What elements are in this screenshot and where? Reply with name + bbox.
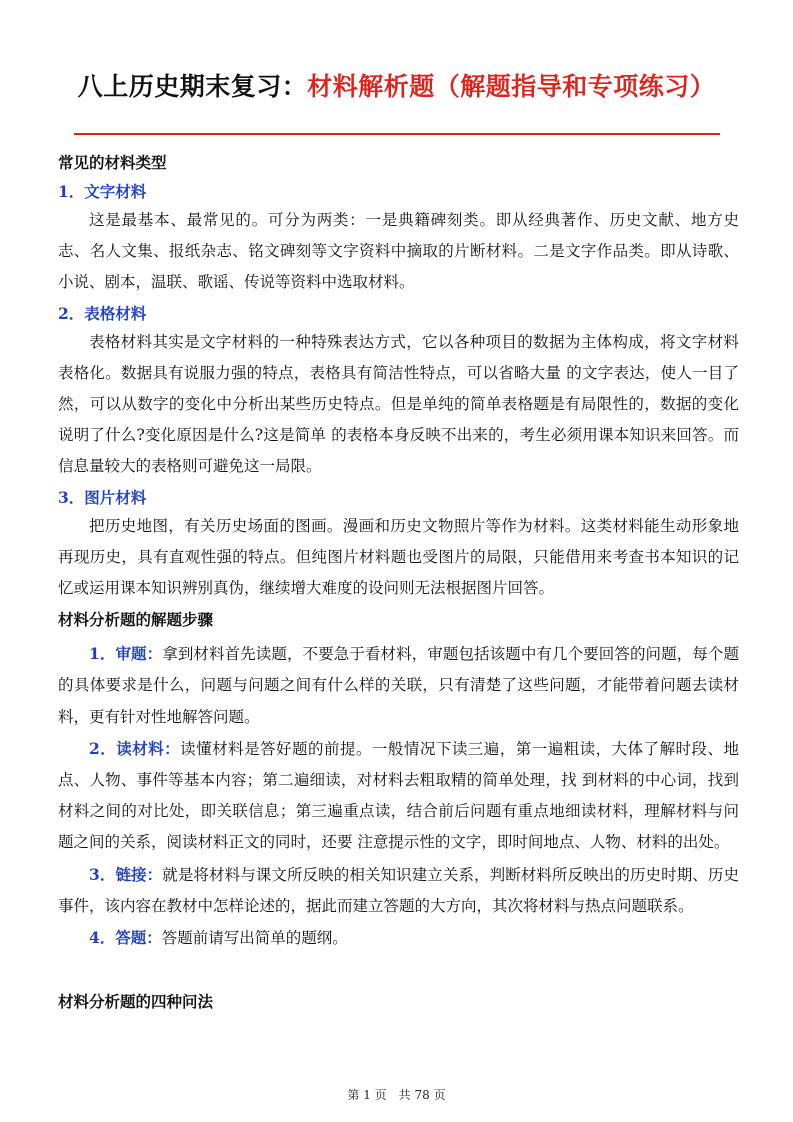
step-text: 拿到材料首先读题，不要急于看材料，审题包括该题中有几个要回答的问题，每个题的具体要求是什么，问题与问题之间有什么样的关联，只有清楚了这些问题，才能带着问题去读材料，更有针对性地解答问题。 bbox=[58, 645, 739, 726]
subheading-text-material: 1．文字材料 bbox=[58, 182, 147, 201]
title-divider bbox=[74, 133, 720, 135]
page-title bbox=[0, 68, 793, 106]
subheading-image-material: 3．图片材料 bbox=[58, 487, 147, 507]
step-label: 3．链接： bbox=[89, 864, 163, 884]
title-prefix: 八上历史期末复习： bbox=[77, 72, 308, 101]
step-answer bbox=[58, 922, 739, 954]
page-footer: 第 1 页 共 78 页 bbox=[347, 1088, 446, 1102]
step-text: 答题前请写出简单的题纲。 bbox=[161, 929, 348, 948]
paragraph-text-material: 这是最基本、最常见的。可分为两类：一是典籍碑刻类。即从经典著作、历史文献、地方史志、名人文集、报纸杂志、铭文碑刻等文字资料中摘取的片断材料。二是文字作品类。即从诗歌、小说、剧本，温联、歌谣、传说等资料中选取材料。 bbox=[58, 211, 739, 292]
document-body bbox=[58, 152, 739, 1013]
section-heading-four-question-types: 材料分析题的四种问法 bbox=[58, 992, 214, 1012]
paragraph-table-material: 表格材料其实是文字材料的一种特殊表达方式，它以各种项目的数据为主体构成，将文字材料表格化。数据具有说服力强的特点，表格具有简洁性特点，可以省略大量 的文字表达，使人一目了然，可以从数字的变化中分析出某些历史特点。但是单纯的简单表格题是有局限性的，数据的变化说明了什么?变化原因是什么?这是简单 的表格本身反映不出来的，考生必须用课本知识来回答。而信息量较大的表格则可避免这一局限。 bbox=[58, 332, 739, 476]
step-text: 读懂材料是答好题的前提。一般情况下读三遍，第一遍粗读，大体了解时段、地点、人物、事件等基本内容；第二遍细读，对材料去粗取精的简单处理，找 到材料的中心词，找到材料之间的对比处，即关联信息；第三遍重点读，结合前后问题有重点地细读材料，理解材料与问题之间的关系，阅读材料正文的同时，还要 注意提示性的文字，即时间地点、人物、材料的出处。 bbox=[58, 739, 739, 852]
step-label: 1．审题： bbox=[89, 644, 163, 664]
step-label: 2．读材料： bbox=[89, 738, 181, 758]
section-heading-material-types: 常见的材料类型 bbox=[58, 153, 167, 172]
step-link bbox=[58, 859, 739, 922]
paragraph-image-material: 把历史地图，有关历史场面的图画。漫画和历史文物照片等作为材料。这类材料能生动形象地再现历史，具有直观性强的特点。但纯图片材料题也受图片的局限，只能借用来考查书本知识的记忆或运用课本知识辨别真伪，继续增大难度的设问则无法根据图片回答。 bbox=[58, 516, 739, 598]
step-read-material bbox=[58, 733, 739, 859]
subheading-table-material: 2．表格材料 bbox=[58, 303, 147, 323]
title-highlight: 材料解析题（解题指导和专项练习） bbox=[307, 72, 716, 101]
step-label: 4．答题： bbox=[89, 928, 162, 948]
section-heading-solving-steps: 材料分析题的解题步骤 bbox=[58, 610, 214, 630]
step-text: 就是将材料与课文所反映的相关知识建立关系，判断材料所反映出的历史时期、历史事件，该内容在教材中怎样论述的，据此而建立答题的大方向，其次将材料与热点问题联系。 bbox=[58, 865, 739, 915]
step-review-question bbox=[58, 638, 739, 733]
